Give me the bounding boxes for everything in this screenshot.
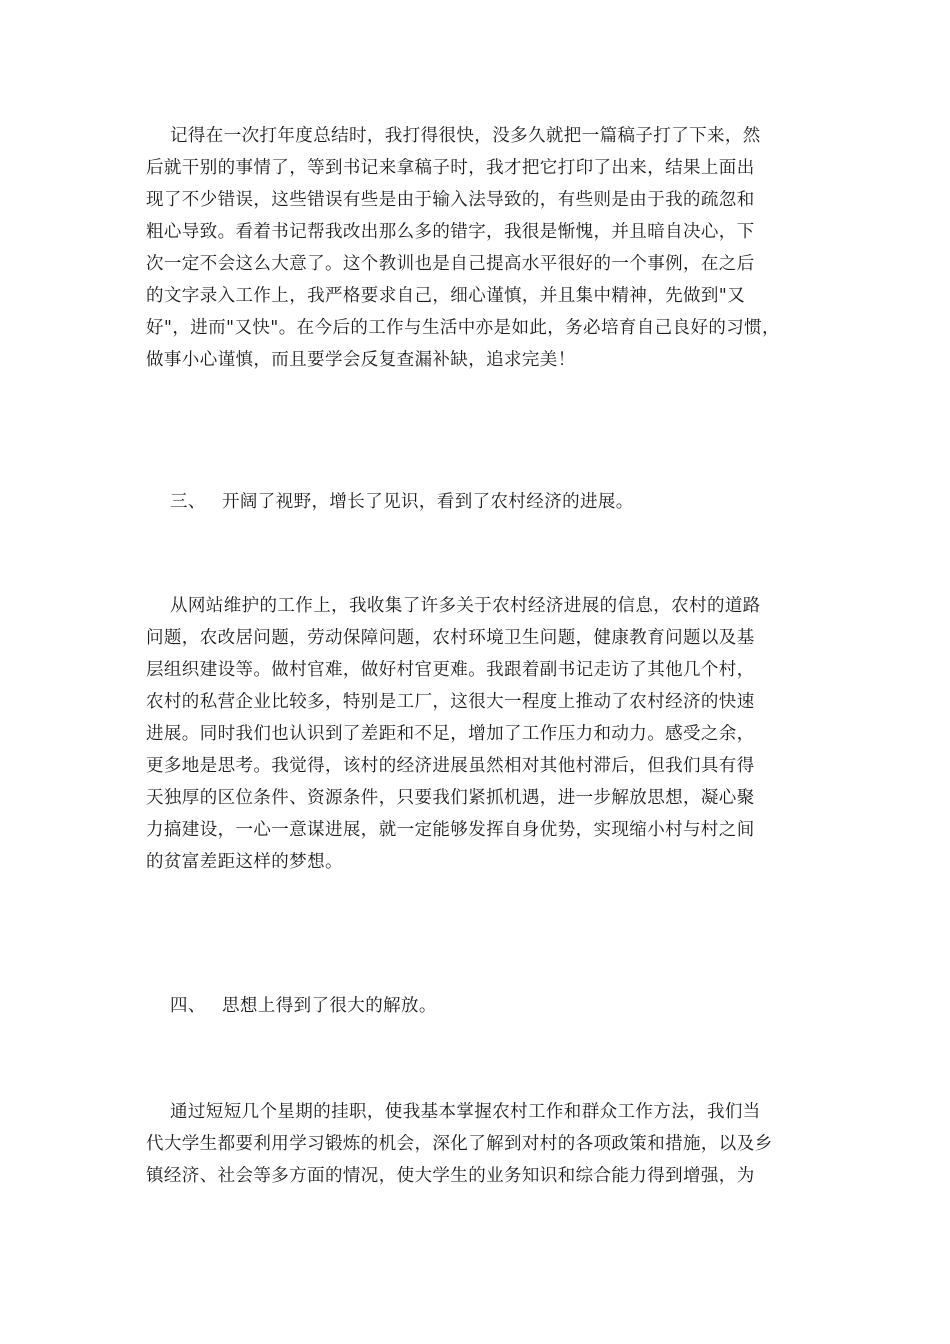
paragraph-rural-economy xyxy=(146,590,836,878)
text-line: 代大学生都要利用学习锻炼的机会，深化了解到对村的各项政策和措施，以及乡 xyxy=(146,1134,773,1154)
section-title: 开阔了视野，增长了见识，看到了农村经济的进展。 xyxy=(222,492,634,512)
paragraph-liberation xyxy=(146,1096,836,1192)
section-heading-3 xyxy=(170,486,634,518)
text-line: 进展。同时我们也认识到了差距和不足，增加了工作压力和动力。感受之余， xyxy=(146,724,755,744)
text-line: 农村的私营企业比较多，特别是工厂，这很大一程度上推动了农村经济的快速 xyxy=(146,692,755,712)
text-line: 问题，农改居问题，劳动保障问题，农村环境卫生问题，健康教育问题以及基 xyxy=(146,628,755,648)
paragraph-typing-lesson xyxy=(146,120,836,376)
text-line: 通过短短几个星期的挂职，使我基本掌握农村工作和群众工作方法，我们当 xyxy=(170,1102,761,1122)
text-line: 的文字录入工作上，我严格要求自己，细心谨慎，并且集中精神，先做到"又 xyxy=(146,286,746,306)
text-line: 天独厚的区位条件、资源条件，只要我们紧抓机遇，进一步解放思想，凝心聚 xyxy=(146,788,755,808)
section-title: 思想上得到了很大的解放。 xyxy=(222,996,437,1016)
text-line: 后就干别的事情了，等到书记来拿稿子时，我才把它打印了出来，结果上面出 xyxy=(146,158,755,178)
text-line: 记得在一次打年度总结时，我打得很快，没多久就把一篇稿子打了下来，然 xyxy=(170,126,761,146)
text-line: 的贫富差距这样的梦想。 xyxy=(146,852,343,872)
text-line: 现了不少错误，这些错误有些是由于输入法导致的，有些则是由于我的疏忽和 xyxy=(146,190,755,210)
text-line: 次一定不会这么大意了。这个教训也是自己提高水平很好的一个事例，在之后 xyxy=(146,254,755,274)
text-line: 力搞建设，一心一意谋进展，就一定能够发挥自身优势，实现缩小村与村之间 xyxy=(146,820,755,840)
text-line: 更多地是思考。我觉得，该村的经济进展虽然相对其他村滞后，但我们具有得 xyxy=(146,756,755,776)
text-line: 从网站维护的工作上，我收集了许多关于农村经济进展的信息，农村的道路 xyxy=(170,596,761,616)
text-line: 好"，进而"又快"。在今后的工作与生活中亦是如此，务必培育自己良好的习惯， xyxy=(146,318,780,338)
text-line: 粗心导致。看着书记帮我改出那么多的错字，我很是惭愧，并且暗自决心，下 xyxy=(146,222,755,242)
section-number: 四、 xyxy=(170,996,206,1016)
text-line: 做事小心谨慎，而且要学会反复查漏补缺，追求完美！ xyxy=(146,350,576,370)
text-line: 镇经济、社会等多方面的情况，使大学生的业务知识和综合能力得到增强，为 xyxy=(146,1166,755,1186)
section-number: 三、 xyxy=(170,492,206,512)
text-line: 层组织建设等。做村官难，做好村官更难。我跟着副书记走访了其他几个村， xyxy=(146,660,755,680)
section-heading-4 xyxy=(170,990,437,1022)
